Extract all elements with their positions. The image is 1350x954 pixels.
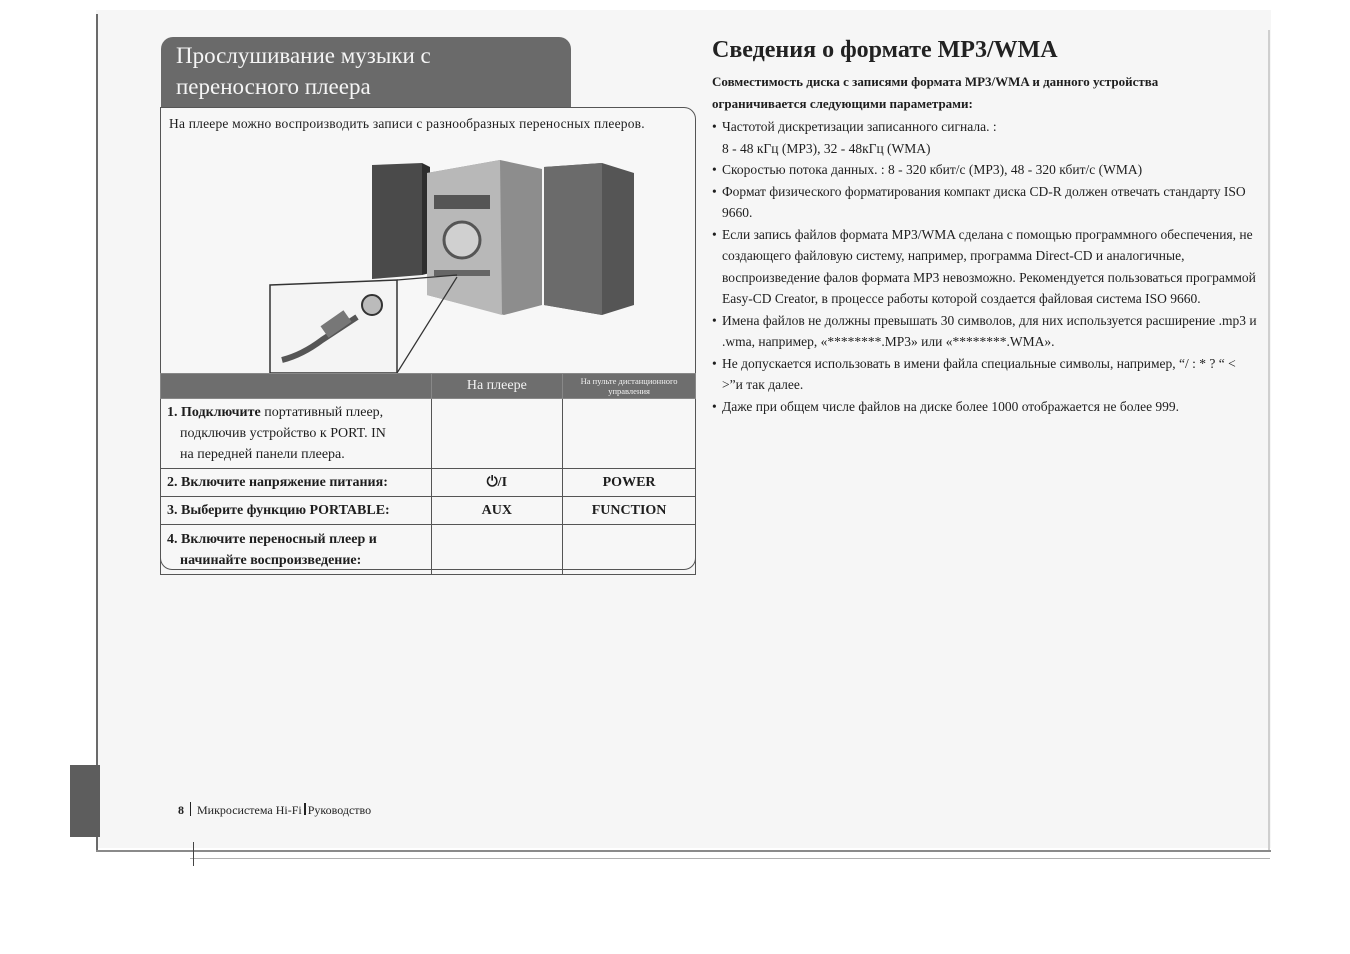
list-item: • Даже при общем числе файлов на диске более 1000 отображается не более 999. [712, 396, 1257, 418]
table-header-row [161, 374, 696, 399]
bottom-rule [96, 850, 1271, 852]
mp3-section-title: Сведения о формате MP3/WMA [712, 37, 1058, 63]
table-row [161, 399, 696, 469]
player-cell [431, 399, 563, 469]
instructions-table [160, 373, 696, 575]
step-cell [161, 525, 432, 575]
fold-line [96, 14, 98, 852]
footer-divider [304, 803, 306, 815]
stereo-system-illustration [262, 155, 650, 385]
header-player: На плеере [431, 374, 563, 399]
section-intro: На плеере можно воспроизводить записи с разнообразных переносных плееров. [169, 116, 645, 131]
remote-cell: FUNCTION [563, 497, 696, 525]
footer-separator [190, 802, 191, 816]
right-speaker-drawing [544, 163, 634, 315]
list-item: • Формат физического форматирования компакт диска CD-R должен отвечать стандарту ISO 9660. [712, 181, 1257, 224]
left-speaker-drawing [372, 163, 430, 279]
list-item-subtext: 8 - 48 кГц (MP3), 32 - 48кГц (WMA) [722, 140, 931, 156]
power-icon: ⏻/I [431, 469, 563, 497]
mp3-requirements-list [712, 116, 1257, 417]
list-item: • Имена файлов не должны превышать 30 символов, для них используется расширение .mp3 и .wma, например, «********.MP3» или «********.WMA». [712, 310, 1257, 353]
remote-cell: POWER [563, 469, 696, 497]
remote-cell [563, 525, 696, 575]
section-title-line-1: Прослушивание музыки с [176, 43, 431, 68]
step-cell: 3. Выберите функцию PORTABLE: [161, 497, 432, 525]
list-item: • Скоростью потока данных. : 8 - 320 кбит/с (MP3), 48 - 320 кбит/с (WMA) [712, 159, 1257, 181]
table-row [161, 497, 696, 525]
remote-cell [563, 399, 696, 469]
step-number-bold: 1. Подключите [167, 405, 261, 420]
header-remote: На пульте дистанционного управления [563, 374, 696, 399]
step-cell [161, 399, 432, 469]
player-cell [431, 525, 563, 575]
player-cell: AUX [431, 497, 563, 525]
side-tab-marker [70, 765, 100, 837]
list-item: • Если запись файлов формата MP3/WMA сделана с помощью программного обеспечения, не создающего файловую систему, например, программа Direct-CD и аналогичные, воспроизведение фалов формата MP3 невозможно. Рекомендуется пользоваться программой Easy-CD Creator, в процессе работы которой создается файловая система ISO 9660. [712, 224, 1257, 310]
footer-product: Микросистема Hi-Fi [197, 803, 302, 817]
page-edge-shadow [1268, 30, 1270, 850]
page-footer [178, 802, 371, 818]
section-title-line-2: переносного плеера [176, 74, 371, 99]
section-title [176, 40, 566, 102]
step-text: портативный плеер, [260, 405, 384, 420]
footer-manual: Руководство [307, 803, 372, 817]
list-item: • Не допускается использовать в имени файла специальные символы, например, “/ : * ? “ < >”и так далее. [712, 353, 1257, 396]
list-item-text: Частотой дискретизации записанного сигнала. : [722, 119, 997, 134]
step-text-line-2: начинайте воспроизведение: [180, 552, 362, 568]
bottom-rule-secondary [190, 858, 1270, 859]
main-unit-drawing [427, 160, 542, 315]
bottom-tick [193, 842, 194, 866]
step-text-line-2: подключив устройство к PORT. IN [180, 426, 386, 441]
list-item [712, 116, 1257, 159]
step-text: 4. Включите переносный плеер и [167, 531, 377, 547]
page-number: 8 [178, 803, 184, 817]
step-text-line-3: на передней панели плеера. [180, 447, 345, 462]
mp3-section-intro: Совместимость диска с записями формата MP3/WMA и данного устройства ограничивается следующими параметрами: [712, 74, 1159, 111]
table-row [161, 525, 696, 575]
header-spacer [161, 374, 432, 399]
table-row [161, 469, 696, 497]
step-cell: 2. Включите напряжение питания: [161, 469, 432, 497]
